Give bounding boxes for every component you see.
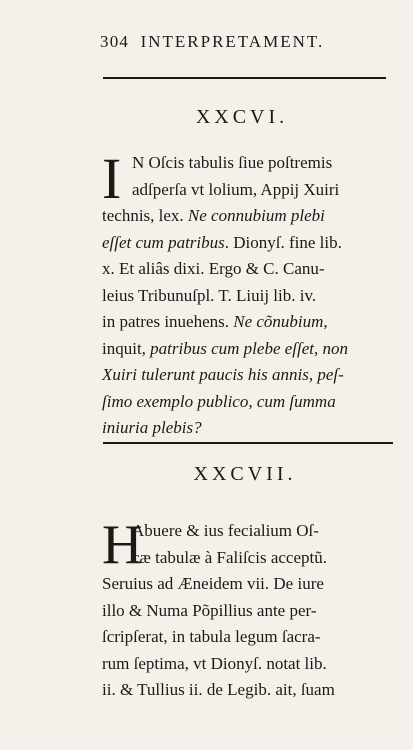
italic-text: iniuria plebis? bbox=[102, 418, 202, 437]
text-line bbox=[102, 651, 400, 678]
roman-text: cæ tabulæ à Faliſcis acceptũ. bbox=[132, 547, 327, 567]
header-rule bbox=[103, 77, 386, 79]
roman-text: rum ſeptima, vt Dionyſ. notat lib. bbox=[102, 653, 327, 673]
section-title: XXCVII. bbox=[193, 463, 297, 485]
roman-text: inquit, bbox=[102, 338, 151, 358]
text-line bbox=[102, 598, 400, 625]
text-line bbox=[102, 362, 400, 389]
text-line bbox=[102, 624, 400, 651]
roman-text: leius Tribunuſpl. T. Liuij lib. iv. bbox=[102, 285, 317, 305]
italic-text: patribus cum plebe eſſet, non bbox=[150, 338, 348, 358]
text-line bbox=[102, 203, 400, 230]
roman-text: N Oſcis tabulis ſiue poſtremis bbox=[132, 153, 333, 172]
drop-cap: I bbox=[102, 146, 122, 211]
italic-text: Ne cõnubium, bbox=[233, 312, 328, 331]
section-title: XXCVI. bbox=[195, 106, 289, 128]
roman-text: Seruius ad Æneidem vii. De iure bbox=[102, 574, 324, 593]
roman-text: technis, lex. bbox=[102, 206, 188, 225]
text-line bbox=[102, 545, 400, 572]
text-line bbox=[102, 336, 400, 363]
roman-text: ſcripſerat, in tabula legum ſacra- bbox=[102, 627, 321, 646]
italic-text: eſſet cum patribus bbox=[102, 232, 225, 252]
text-line bbox=[102, 677, 400, 704]
section-body bbox=[102, 514, 400, 704]
italic-text: Ne connubium plebi bbox=[187, 206, 325, 225]
text-line bbox=[102, 177, 400, 204]
text-line bbox=[102, 256, 400, 283]
section-divider-rule bbox=[103, 442, 393, 444]
roman-text: in patres inuehens. bbox=[102, 312, 234, 331]
text-line bbox=[102, 415, 400, 442]
italic-text: ſimo exemplo publico, cum ſumma bbox=[102, 391, 336, 411]
text-line bbox=[102, 230, 400, 257]
text-line bbox=[102, 571, 400, 598]
drop-cap: H bbox=[102, 514, 143, 576]
text-line bbox=[102, 283, 400, 310]
section-body bbox=[102, 146, 400, 442]
text-line bbox=[102, 389, 400, 416]
roman-text: ii. & Tullius ii. de Legib. ait, ſuam bbox=[102, 680, 335, 699]
roman-text: adſperſa vt lolium, Appij Xuiri bbox=[132, 179, 340, 199]
roman-text: . Dionyſ. fine lib. bbox=[224, 232, 342, 252]
roman-text: Abuere & ius fecialium Oſ- bbox=[132, 521, 319, 540]
italic-text: Xuiri tulerunt paucis his annis, peſ- bbox=[102, 365, 344, 384]
roman-text: illo & Numa Põpillius ante per- bbox=[102, 600, 317, 620]
page-header bbox=[100, 32, 400, 52]
text-line bbox=[102, 309, 400, 336]
page-number: 304 bbox=[100, 32, 130, 51]
text-line bbox=[102, 518, 400, 545]
roman-text: x. Et aliâs dixi. Ergo & C. Canu- bbox=[102, 259, 325, 278]
running-title: INTERPRETAMENT. bbox=[140, 32, 325, 51]
text-line bbox=[102, 150, 400, 177]
